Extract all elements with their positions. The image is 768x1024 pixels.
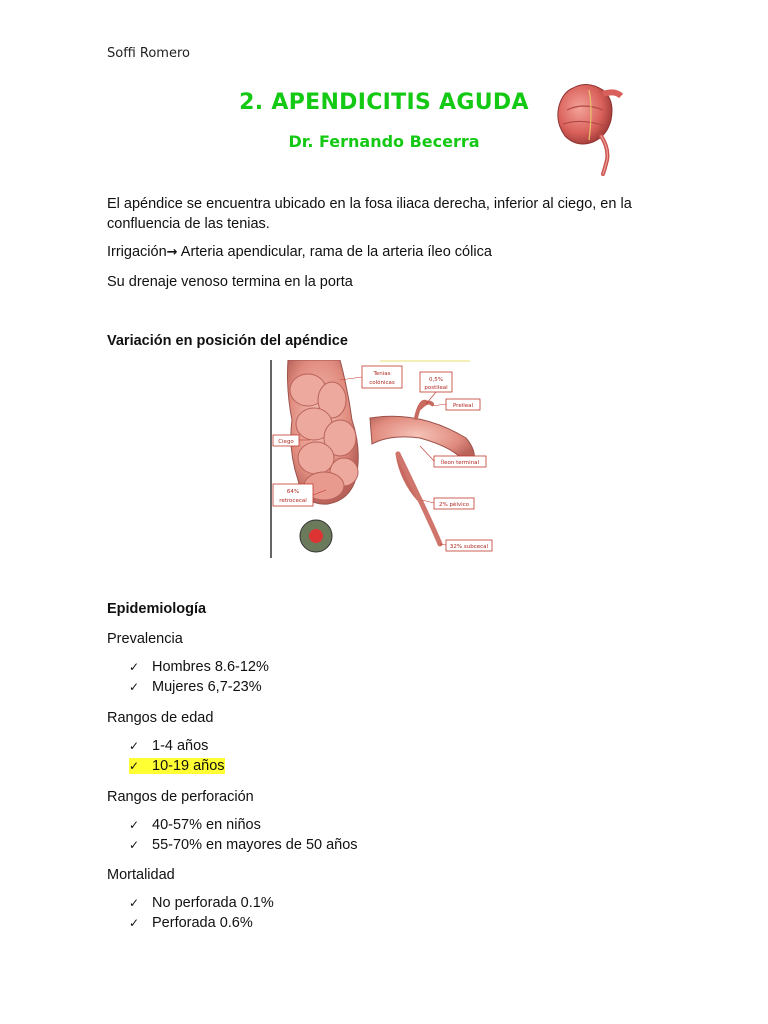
label-colonicas: colónicas — [369, 380, 395, 386]
intro-paragraph-irrigation — [107, 242, 667, 263]
irrigation-label: Irrigación — [107, 244, 167, 260]
label-preileal: Preileal — [452, 403, 474, 409]
checkmark-icon: ✓ — [129, 759, 140, 773]
label-ciego: Ciego — [278, 439, 294, 445]
label-tenias: Tenias — [373, 371, 391, 377]
age-range-label: Rangos de edad — [107, 710, 214, 726]
document-title: 2. APENDICITIS AGUDA — [239, 90, 529, 115]
label-postileal-pct: 0,5% — [429, 377, 443, 383]
checkmark-icon: ✓ — [129, 838, 140, 852]
list-item-highlighted: ✓ 10-19 años — [129, 758, 225, 774]
appendix-position-figure — [270, 360, 498, 558]
mortality-label: Mortalidad — [107, 867, 175, 883]
intro-paragraph-drainage: Su drenaje venoso termina en la porta — [107, 274, 353, 290]
label-ileon-terminal: Íleon terminal — [440, 460, 480, 466]
label-postileal: postileal — [424, 385, 448, 391]
irrigation-text: Arteria apendicular, rama de la arteria íleo cólica — [177, 244, 492, 260]
checkmark-icon: ✓ — [129, 739, 140, 753]
list-item: ✓ Mujeres 6,7-23% — [129, 679, 262, 695]
label-pelvico: 2% pélvico — [438, 502, 470, 508]
checkmark-icon: ✓ — [129, 916, 140, 930]
document-subtitle: Dr. Fernando Becerra — [288, 132, 480, 151]
checkmark-icon: ✓ — [129, 818, 140, 832]
variation-heading: Variación en posición del apéndice — [107, 333, 348, 349]
mortality-list — [129, 893, 274, 933]
list-item: ✓ 1-4 años — [129, 738, 209, 754]
list-item: ✓ No perforada 0.1% — [129, 895, 274, 911]
list-item: ✓ Perforada 0.6% — [129, 915, 253, 931]
checkmark-icon: ✓ — [129, 680, 140, 694]
checkmark-icon: ✓ — [129, 896, 140, 910]
perforation-label: Rangos de perforación — [107, 789, 254, 805]
list-item: ✓ 40-57% en niños — [129, 817, 261, 833]
label-retro-pct: 64% — [286, 489, 300, 495]
arrow-icon: → — [166, 245, 178, 260]
label-retrocecal: retrocecal — [279, 498, 307, 504]
age-range-list — [129, 736, 225, 776]
list-item: ✓ Hombres 8.6-12% — [129, 659, 269, 675]
epidemiology-heading: Epidemiología — [107, 601, 207, 617]
intro-paragraph-location: El apéndice se encuentra ubicado en la fosa iliaca derecha, inferior al ciego, en la confluencia de las tenias. — [107, 196, 632, 232]
checkmark-icon: ✓ — [129, 660, 140, 674]
perforation-list — [129, 815, 358, 855]
label-subcecal: 32% subcecal — [449, 544, 489, 550]
cecum-appendix-illustration — [553, 80, 623, 176]
author-name: Soffi Romero — [107, 46, 190, 61]
list-item: ✓ 55-70% en mayores de 50 años — [129, 837, 358, 853]
prevalence-list — [129, 657, 269, 697]
prevalence-label: Prevalencia — [107, 631, 183, 647]
